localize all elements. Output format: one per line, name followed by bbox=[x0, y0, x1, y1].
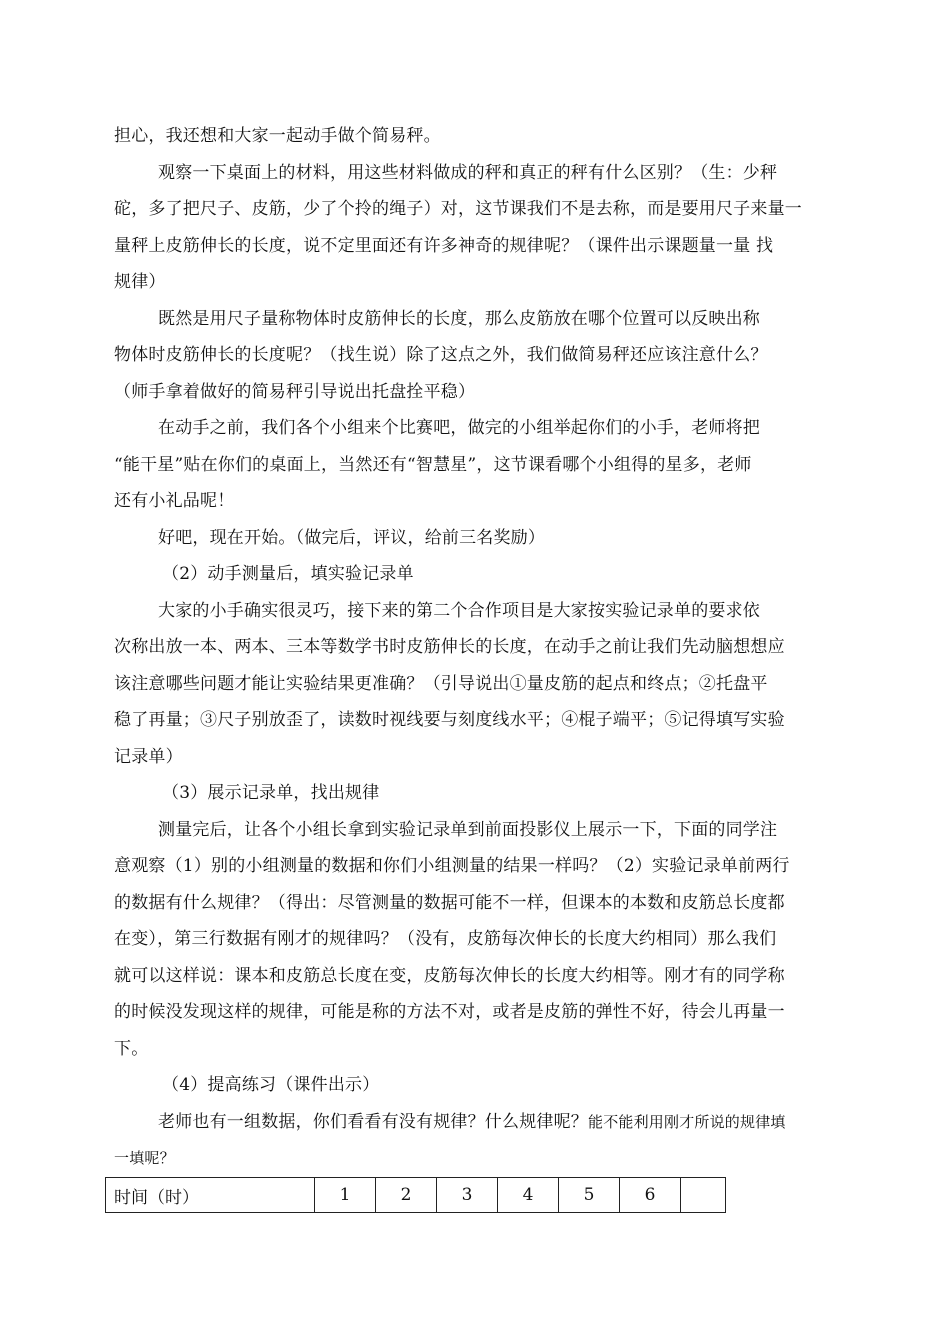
text-line: 观察一下桌面上的材料，用这些材料做成的秤和真正的秤有什么区别？（生：少秤 bbox=[158, 162, 778, 183]
text-line: 量秤上皮筋伸长的长度，说不定里面还有许多神奇的规律呢？（课件出示课题量一量 找 bbox=[114, 235, 774, 256]
text-line: 既然是用尺子量称物体时皮筋伸长的长度，那么皮筋放在哪个位置可以反映出称 bbox=[158, 308, 760, 329]
table-cell: 4 bbox=[498, 1178, 559, 1213]
text-line: 砣，多了把尺子、皮筋，少了个拎的绳子）对，这节课我们不是去称，而是要用尺子来量一 bbox=[114, 199, 802, 219]
text-line: （4）提高练习（课件出示） bbox=[162, 1075, 380, 1095]
table-cell: 6 bbox=[620, 1178, 681, 1213]
section-heading-3 bbox=[114, 775, 838, 812]
text-line: 担心，我还想和大家一起动手做个简易秤。 bbox=[114, 126, 441, 146]
text-line: “能干星”贴在你们的桌面上，当然还有“智慧星”，这节课看哪个小组得的星多，老师 bbox=[114, 454, 752, 475]
table-cell: 1 bbox=[315, 1178, 376, 1213]
section-heading-4 bbox=[114, 1067, 838, 1104]
text-line bbox=[114, 1104, 838, 1141]
section-heading-2 bbox=[114, 556, 838, 593]
text-line: 大家的小手确实很灵巧，接下来的第二个合作项目是大家按实验记录单的要求依 bbox=[158, 600, 760, 621]
table-cell: 2 bbox=[376, 1178, 437, 1213]
text-line: （3）展示记录单，找出规律 bbox=[162, 783, 380, 803]
text-line: 稳了再量；③尺子别放歪了，读数时视线要与刻度线水平；④棍子端平；⑤记得填写实验 bbox=[114, 710, 785, 730]
table-cell: 5 bbox=[559, 1178, 620, 1213]
text-line: 下。 bbox=[114, 1038, 149, 1059]
table-row bbox=[106, 1178, 726, 1213]
text-line: （2）动手测量后，填实验记录单 bbox=[162, 564, 414, 584]
paragraph-intro bbox=[114, 118, 838, 155]
table-cell: 3 bbox=[437, 1178, 498, 1213]
paragraph-display bbox=[114, 812, 838, 1068]
text-line: 好吧，现在开始。（做完后，评议，给前三名奖励） bbox=[158, 527, 546, 548]
text-span: 老师也有一组数据，你们看看有没有规律？什么规律呢？ bbox=[158, 1111, 588, 1132]
paragraph-observe bbox=[114, 155, 838, 301]
text-line: 在变），第三行数据有刚才的规律吗？（没有，皮筋每次伸长的长度大约相同）那么我们 bbox=[114, 929, 777, 949]
text-line: 的时候没发现这样的规律，可能是称的方法不对，或者是皮筋的弹性不好，待会儿再量一 bbox=[114, 1002, 785, 1022]
text-line: 一填呢？ bbox=[114, 1149, 175, 1167]
paragraph-measure bbox=[114, 593, 838, 776]
text-line: （师手拿着做好的简易秤引导说出托盘拴平稳） bbox=[114, 381, 476, 402]
data-table bbox=[105, 1177, 726, 1213]
text-line: 物体时皮筋伸长的长度呢？（找生说）除了这点之外，我们做简易秤还应该注意什么？ bbox=[114, 345, 768, 365]
paragraph-start bbox=[114, 520, 838, 557]
text-line: 就可以这样说：课本和皮筋总长度在变，皮筋每次伸长的长度大约相等。刚才有的同学称 bbox=[114, 965, 785, 986]
document-body bbox=[114, 118, 838, 1177]
text-span-small: 能不能利用刚才所说的规律填 bbox=[588, 1112, 786, 1131]
text-line: 记录单） bbox=[114, 746, 183, 767]
text-line: 在动手之前，我们各个小组来个比赛吧，做完的小组举起你们的小手，老师将把 bbox=[158, 418, 760, 438]
text-line: 还有小礼品呢！ bbox=[114, 491, 235, 511]
text-line: 该注意哪些问题才能让实验结果更准确？（引导说出①量皮筋的起点和终点；②托盘平 bbox=[114, 673, 768, 694]
text-line: 的数据有什么规律？（得出：尽管测量的数据可能不一样，但课本的本数和皮筋总长度都 bbox=[114, 892, 785, 913]
paragraph-position bbox=[114, 301, 838, 411]
paragraph-competition bbox=[114, 410, 838, 520]
table-header-cell: 时间（时） bbox=[106, 1178, 315, 1213]
text-line: 规律） bbox=[114, 272, 166, 292]
paragraph-exercise bbox=[114, 1104, 838, 1177]
table-cell-empty bbox=[681, 1178, 726, 1213]
text-line: 次称出放一本、两本、三本等数学书时皮筋伸长的长度，在动手之前让我们先动脑想想应 bbox=[114, 637, 785, 657]
text-line: 测量完后，让各个小组长拿到实验记录单到前面投影仪上展示一下，下面的同学注 bbox=[158, 819, 778, 840]
text-line: 意观察（1）别的小组测量的数据和你们小组测量的结果一样吗？（2）实验记录单前两行 bbox=[114, 856, 790, 876]
